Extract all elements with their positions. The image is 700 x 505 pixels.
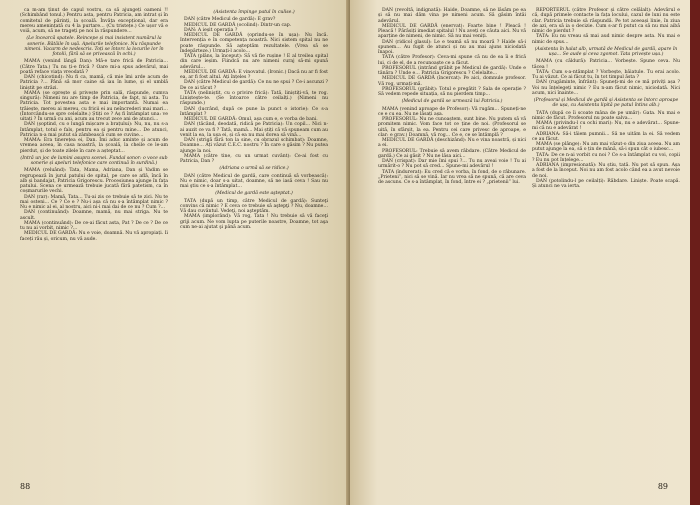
dialogue-paragraph: DAN (potolindu-l pe ceilalți): Răbdare. Liniște. Poate scapă. Și atunci ne va ierta. bbox=[532, 178, 680, 189]
dialogue-paragraph: MEDICUL DE GARDĂ (încercat): Pe aici, domnule profesor. Vă rog, urmați-mă. bbox=[378, 76, 526, 87]
dialogue-paragraph: MAMA (reluând): Tata, Mama, Adriana, Dan și Vadim se regrupează în jurul patului de spital, pe care se află, încă în alb și bandajat, Patricia Grigorescu. Procesiunea ajunge în fața patului. Scena ce urmează trebuie jucată fără patetism, ca în coșmarurile vechi. bbox=[20, 168, 168, 195]
page-number-left: 88 bbox=[20, 482, 31, 491]
dialogue-paragraph: TATA (după un timp, către Medicul de gardă): Sunteţi convins că nimic ? E ceva ce trebuie să aştepţi ? Nu, doamne… Vă dau cuvântul. Vedeţi, noi aşteptăm. bbox=[180, 198, 328, 214]
dialogue-paragraph: MEDICUL DE GARDĂ: Omul, așa cum e, e vorba de bani. bbox=[184, 117, 318, 122]
dialogue-paragraph: TATA (către Profesor): Ceva-mi spune că nu de ea îi e frică lui, ci de el, de a recunoaște ce a făcut. bbox=[378, 55, 526, 66]
right-page bbox=[350, 0, 690, 505]
dialogue-paragraph: DAN (continuând): Doamne, mamă, nu mai striga. Nu te ascult. bbox=[20, 210, 168, 221]
stage-direction: (Medicul de gardă este aşteptat.) bbox=[215, 191, 293, 197]
dialogue-paragraph: MAMA (implorând): Vă rog, Tata ! Nu trebuie să vă faceţi griji acum. Ne vom lupta pe puterile noastre, Doamne, tot aşa cum ne-ai ajutat şi până acum. bbox=[180, 214, 328, 230]
dialogue-paragraph: DAN (rugăminte, înfrânt): Spuneți-mi de ce mă priviți așa ? Voi nu înțelegeți nimic ? Eu n-am făcut nimic, niciodată. Nici acum, nici înainte… bbox=[532, 80, 680, 96]
dialogue-paragraph: MAMA (privindu-l cu ochi mari): Nu, nu e adevărat… Spune-mi că nu e adevărat ! bbox=[532, 121, 680, 132]
dialogue-paragraph: MAMA (cu căldură): Patricia… Vorbește. Spune ceva. Nu tăcea ! bbox=[532, 59, 680, 70]
dialogue-paragraph: TATA (plâns, la început): Să vă fie rușine ! E al treilea spital din care ieșim. Fiindcă nu are nimeni curaj să-mi spună adevărul… bbox=[180, 54, 328, 70]
dialogue-paragraph: DAN (crispat): Dar mie îmi spui ?… Tu nu aveai voie ! Tu ai urmărit-o ? Nu pot să cred… Spune-mi adevărul ! bbox=[378, 159, 526, 170]
dialogue-paragraph: DAN: A ieșit operația ? bbox=[184, 27, 238, 33]
book-cover-edge bbox=[690, 0, 700, 505]
dialogue-paragraph: ca m-am ținut de capul vostru, ca să ajungeți oameni !! (Schimbând tonul.) Pentru asta, pentru Patricia, am intrat și în comitetul de părinți, la școală. Învăța excepțional, dar era mereu amenințată cu 4 la purtare… (Cu tristețe.) Ce ușor vă e voiă, acum, să ne trageți pe noi la răspundere… bbox=[20, 8, 168, 34]
dialogue-paragraph: MAMA (venind aproape de Profesor): Vă rugăm… Spuneți-ne ce e cu ea. Nu ne lăsați așa. bbox=[378, 106, 526, 117]
dialogue-paragraph: MEDICUL DE GARDĂ (deschizând): Nu e vina noastră, și nici a ei. bbox=[378, 138, 526, 149]
dialogue-paragraph: PROFESORUL (grăbit): Totul e pregătit ? Sala de operație ? Să vedem repede situația, să nu pierdem timp… bbox=[378, 86, 526, 97]
dialogue-paragraph: MEDICUL DE GARDĂ (oprindu-se în ușa): Nu încă. Intervenția e în competența noastră. Nici sistem spital nu ne poate răspunde. Să așteptăm rezultatele. (Vrea să se îndepărteze.) Urmați-l acolo… bbox=[180, 33, 328, 54]
dialogue-paragraph: TATA (neliniștit, cu o privire frică): Tată, liniștiți-vă, te rog. Liniștește-te. (Se întoarce către ceilalți.) (Nimeni nu răspunde.) bbox=[180, 90, 328, 107]
dialogue-paragraph: ADRIANA (impresionată): Nu știu, tată. Nu pot să spun. Așa a fost de la început. Noi nu am fost acolo când ea a avut nevoie de noi. bbox=[532, 163, 680, 179]
stage-direction: (Intră un joc de lumini asupra scenei. Fundal sonor: o voce sub sonerie și apeluri telefonice care continuă în surdină.) bbox=[20, 155, 168, 166]
dialogue-paragraph: DAN (șoptind, cu o lungă mișcare a brațului): Nu, nu, nu s-a întâmplat, totul e fals, pentru ea și pentru mine… De atunci, Patricia n-a mai putut să zâmbească cum se cuvine… bbox=[20, 122, 168, 138]
dialogue-paragraph: DAN (revoltă, indignată): Haide, Doamne, să ne lăsăm pe ea și să nu mai dăm vina pe nimeni acum. Să găsim întâi adevărul. bbox=[378, 8, 526, 24]
dialogue-paragraph: TATA: De ce n-ai vorbit cu noi ? Ce s-a întâmplat cu voi, copii ? Eu nu pot înțelege… bbox=[532, 152, 680, 163]
stage-direction: (Le încearcă spatele. Reincepe și mai insistent numărul la sonerie. Bătăile în ușă. Apelurile telefonice. Nu răspunde nimeni. Vacarm de nedescris. Toți se întorc la locurile lor în fotolii, fără să se privească în ochi.) bbox=[24, 36, 164, 57]
dialogue-paragraph: DAN (către Medicul de gardă, care continuă să vorbească): Nu e nimic, doar s-a uitat, doamne, să ne iasă ceva ! Sau nu mai ştiu ce s-a întâmplat… bbox=[180, 173, 328, 189]
left-column-1 bbox=[20, 8, 168, 242]
dialogue-paragraph: MEDICUL DE GARDĂ (enervat): Foarte bine ! Pleacă ! Pleacă ! Părăsiți imediat spitalul ! Nu aveți ce căuta aici. Nu vă aparține de nimeni, de nimic. Să nu mai veniți. bbox=[378, 23, 526, 40]
dialogue-paragraph: MAMA (se plânge): Nu am mai văzut-o din ziua aceea. Nu am putut ajunge la ea, să o țin de mână, să-i spun cât o iubesc… bbox=[532, 142, 680, 153]
page-number-right: 89 bbox=[657, 482, 668, 491]
dialogue-paragraph: MEDICUL DE GARDĂ: E vinovatul. (Ironic.) Dacă nu ar fi fost ea, ar fi fost altul. Ați înțeles ? bbox=[180, 69, 328, 80]
dialogue-paragraph: TATA: Eu nu vreau să mai aud nimic despre asta. Nu mai e nimic de spus… bbox=[532, 34, 680, 45]
right-column-2 bbox=[532, 8, 680, 189]
dialogue-paragraph: MAMA (continuând): De ce-ai făcut asta, Pat ? De ce ? De ce tu nu ai vorbit, nimic ?… bbox=[20, 220, 168, 231]
dialogue-paragraph: MEDICUL DE GARDĂ (ocolind): Dintr-un cap. bbox=[184, 22, 292, 28]
dialogue-paragraph: DAN (către Medicul de gardă): Ce nu ne spui ? Ce-i ascunzi ? De ce ai tăcut ? bbox=[180, 80, 328, 91]
dialogue-paragraph: DAN (chicotind): Nu fi ca, mamă, că mie îmi arde acum de Patricia ?… Până să mor caine să iau în lume, și el umblă liniștit pe străzi. bbox=[20, 75, 168, 91]
dialogue-paragraph: TATA (îndurerat): Eu cred că e vorba, în fond, de o răbunare. „Prieteni”, nici să se vină. Iar nu vrea să ne spună, că are ceva de ascuns. Ce s-a întâmplat, în fond, între ei ? „prietenii” lui. bbox=[378, 169, 526, 185]
dialogue-paragraph: PROFESORUL: Nu ne cunoaștem, sunt bine. Nu putem să vă promitem nimic. Vom face tot ce ține de noi. (Profesorul se uită, în sfârșit, la ea. Pentru cei care privesc de aproape, e clar: e grav.) Doamnă, vă rog… Ce e, ce se întâmplă ? bbox=[378, 117, 526, 138]
dialogue-paragraph: DAN (către Medicul de gardă): E grav? bbox=[184, 17, 276, 23]
dialogue-paragraph: DAN (strigă fără ton la sine, cu obrazul schimbat): Doamne, Doamne… Ați văzut C.E.C. nostru ? În care o găsim ? Nu putea ajunge la noi. bbox=[180, 138, 328, 154]
dialogue-paragraph: MEDICUL DE GARDĂ: Nu e voie, doamnă. Nu vă apropiați. Ii faceți rău și, oricum, nu vă aude. bbox=[20, 231, 168, 242]
dialogue-paragraph: DAN (ridicol glasul): Le e teamă să nu moară ? Haide să-i spunem… Au fugit de atunci și nu au mai ajuns niciodată înapoi. bbox=[378, 39, 526, 55]
dialogue-paragraph: MAMA (se oprește și privește prin sală, răspunde, cumva singură): Nimeni nu are timp de Patricia, de fapt, ni asta. Tu Patricia. Tot povestea asta e mai importantă. Numai ea trăiește, mereu ai mereu, cu fricii ei au neîncrederi mai mari… (Întorcându-se spre celelalte.) Știți ce ? Aș fi întâmplat una: ve uitați ? În urmă cu ani, acum au trecut zece ani de atunci… bbox=[20, 90, 168, 122]
stage-direction: (Asistenta împinge patul în culise.) bbox=[213, 10, 295, 15]
stage-direction: (Medicul de gardă se urmează lui Patricia.) bbox=[401, 99, 503, 105]
stage-direction: (Adriana o urmă să se ridice.) bbox=[219, 166, 289, 172]
dialogue-paragraph: ADRIANA: Să-i tăiem pumnii… Să ne uităm la ei. Să vedem ce au făcut. bbox=[532, 131, 680, 142]
dialogue-paragraph: DAN (rar): Mamă, Tata… Tu-ai zis ce trebuie să te zici. Nu te mai osteni… Ce ? Ce e ? Nu-i așa că nu s-a întâmplat nimic ? Nu e nimic al ei, al nostru, aici ni-i mai dai de ce nu ? Cum ?… bbox=[20, 194, 168, 210]
dialogue-paragraph: MAMA: Era tinerețea ei, Dan. Îmi aduc aminte și acum de vremea aceea, în casa noastră, la școală, la cheile ce le-am pierdut, și de toate zilele în care a așteptat… bbox=[20, 138, 168, 154]
dialogue-paragraph: TATA: Cum s-a-ntâmplat ? Vorbește, băiatule. Tu erai acolo. Tu ai văzut. Ce ai făcut tu, în tot timpul ăsta ? bbox=[532, 69, 680, 80]
dialogue-paragraph: MAMA (către tine, cu un urmat cuvânt): Ce-ai fost cu Patricia, Dan ? bbox=[180, 153, 328, 164]
dialogue-paragraph: PROFESORUL (intrând grăbit pe Medicul de gardă): Unde e tânăra ? Unde e… Patricia Grigorescu ? Celelalte… bbox=[378, 65, 526, 76]
dialogue-paragraph: TATA (după ce îi scoate mâna de pe umăr): Gata. Nu mai e nimic de făcut. Profesorul nu poate salva… bbox=[532, 110, 680, 121]
dialogue-paragraph: DAN (tăcând, deodată, ridică pe Patricia): Un copil… Nici n-ai auzit ce va fi ? Tată, mamă… Mai știți că vă spuneam cum au venit la ea, la ușa ei, și că ea nu mai dorea să vină… bbox=[180, 122, 328, 138]
left-column-2 bbox=[180, 8, 328, 230]
dialogue-paragraph: DAN (lucrând, după ce pune la punct o istorie): Ce s-a întâmplat ? bbox=[180, 106, 328, 117]
stage-direction: (Asistenta în halat alb, urmată de Medicul de gardă, apare în ușa… Se aude și ceva zgomot. Tata privește ușa.) bbox=[534, 46, 678, 57]
dialogue-paragraph: PROFESORUL: Trebuie să avem răbdare. (Către Medicul de gardă.) Ce ai găsit ? Nu ne lăsa aici… bbox=[378, 148, 526, 159]
dialogue-paragraph: MAMA (venind lângă Dan): Mă-e tare frică de Patricia… (Către Tata.) Tu nu ți-e frică ? Oare mi-a spus adevărul, mai poată reface viața vreodată ? bbox=[20, 59, 168, 75]
dialogue-paragraph: REPORTERUL (către Profesor și către celălalt): Adevărul e că, după primele contacte la fața locului, cazul de luni nu este clar. Patricia trebuie să răspundă. Pe tot aceeași linie, în ziua de azi, era să ia o decizie. Cum s-ar fi putut ca să nu mai aibă nimic de pierdut ? bbox=[532, 8, 680, 34]
right-column-1 bbox=[378, 8, 526, 185]
stage-direction: (Profesorul și Medicul de gardă și Asistenta se întorc aproape de ușa, cu Asistenta lipită pe patul întins alb.) bbox=[533, 98, 679, 109]
